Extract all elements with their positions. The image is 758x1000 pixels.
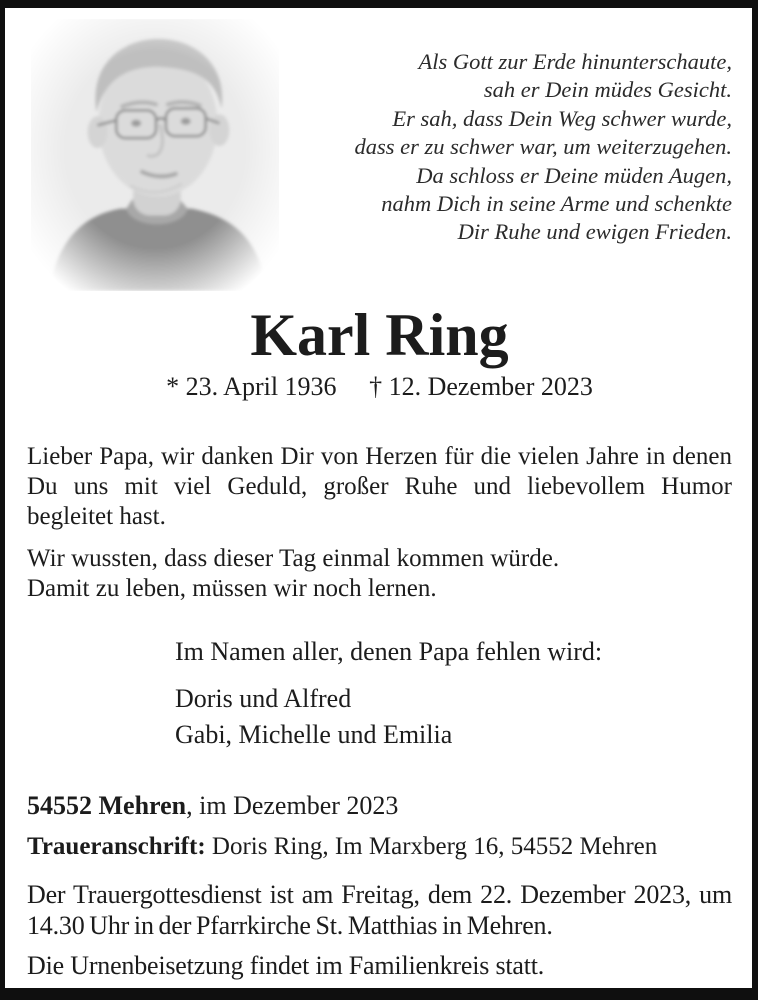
portrait-photo: [31, 18, 279, 292]
mourners-block: [175, 636, 732, 753]
mourning-address-label: Traueranschrift:: [27, 833, 206, 860]
notice-header: [27, 8, 732, 298]
mourners-intro: Im Namen aller, denen Papa fehlen wird:: [175, 637, 603, 666]
poem-line: nahm Dich in seine Arme und schenkte: [381, 191, 732, 217]
tribute-text: [27, 442, 732, 604]
place-dateline: [27, 791, 732, 821]
funeral-service-info: Der Trauergottesdienst ist am Freitag, dem 22. Dezember 2023, um 14.30 Uhr in der Pfarrkirche St. Matthias in Mehren.: [27, 880, 732, 940]
death-date: † 12. Dezember 2023: [369, 372, 593, 401]
portrait-photo-illustration: [31, 18, 279, 292]
tribute-paragraph-2: [27, 544, 732, 604]
tribute-paragraph-2-line-1: Wir wussten, dass dieser Tag einmal kommen würde.: [27, 545, 560, 572]
birth-date: * 23. April 1936: [166, 372, 337, 401]
place-name: 54552 Mehren: [27, 791, 187, 820]
tribute-paragraph-1: Lieber Papa, wir danken Dir von Herzen für die vielen Jahre in denen Du uns mit viel Geduld, großer Ruhe und liebevollem Humor begleitet hast.: [27, 443, 732, 530]
mourner-line: Gabi, Michelle und Emilia: [175, 720, 453, 749]
mourners-list: [175, 681, 732, 753]
mourning-address: [27, 833, 732, 861]
tribute-paragraph-2-line-2: Damit zu leben, müssen wir noch lernen.: [27, 575, 437, 602]
dateline-rest: , im Dezember 2023: [186, 791, 399, 820]
poem-line: Er sah, dass Dein Weg schwer wurde,: [392, 105, 732, 131]
memorial-poem: [355, 48, 733, 247]
burial-info: Die Urnenbeisetzung findet im Familienkreis statt.: [27, 951, 545, 980]
mourner-line: Doris und Alfred: [175, 684, 352, 713]
life-dates: [27, 372, 732, 402]
poem-line: Als Gott zur Erde hinunterschaute,: [418, 49, 732, 74]
poem-line: Dir Ruhe und ewigen Frieden.: [457, 219, 732, 245]
mourning-address-value: Doris Ring, Im Marxberg 16, 54552 Mehren: [205, 833, 658, 860]
deceased-name: Karl Ring: [250, 302, 509, 368]
poem-line: Da schloss er Deine müden Augen,: [416, 162, 732, 188]
poem-line: sah er Dein müdes Gesicht.: [483, 77, 732, 103]
poem-line: dass er zu schwer war, um weiterzugehen.: [354, 134, 732, 160]
